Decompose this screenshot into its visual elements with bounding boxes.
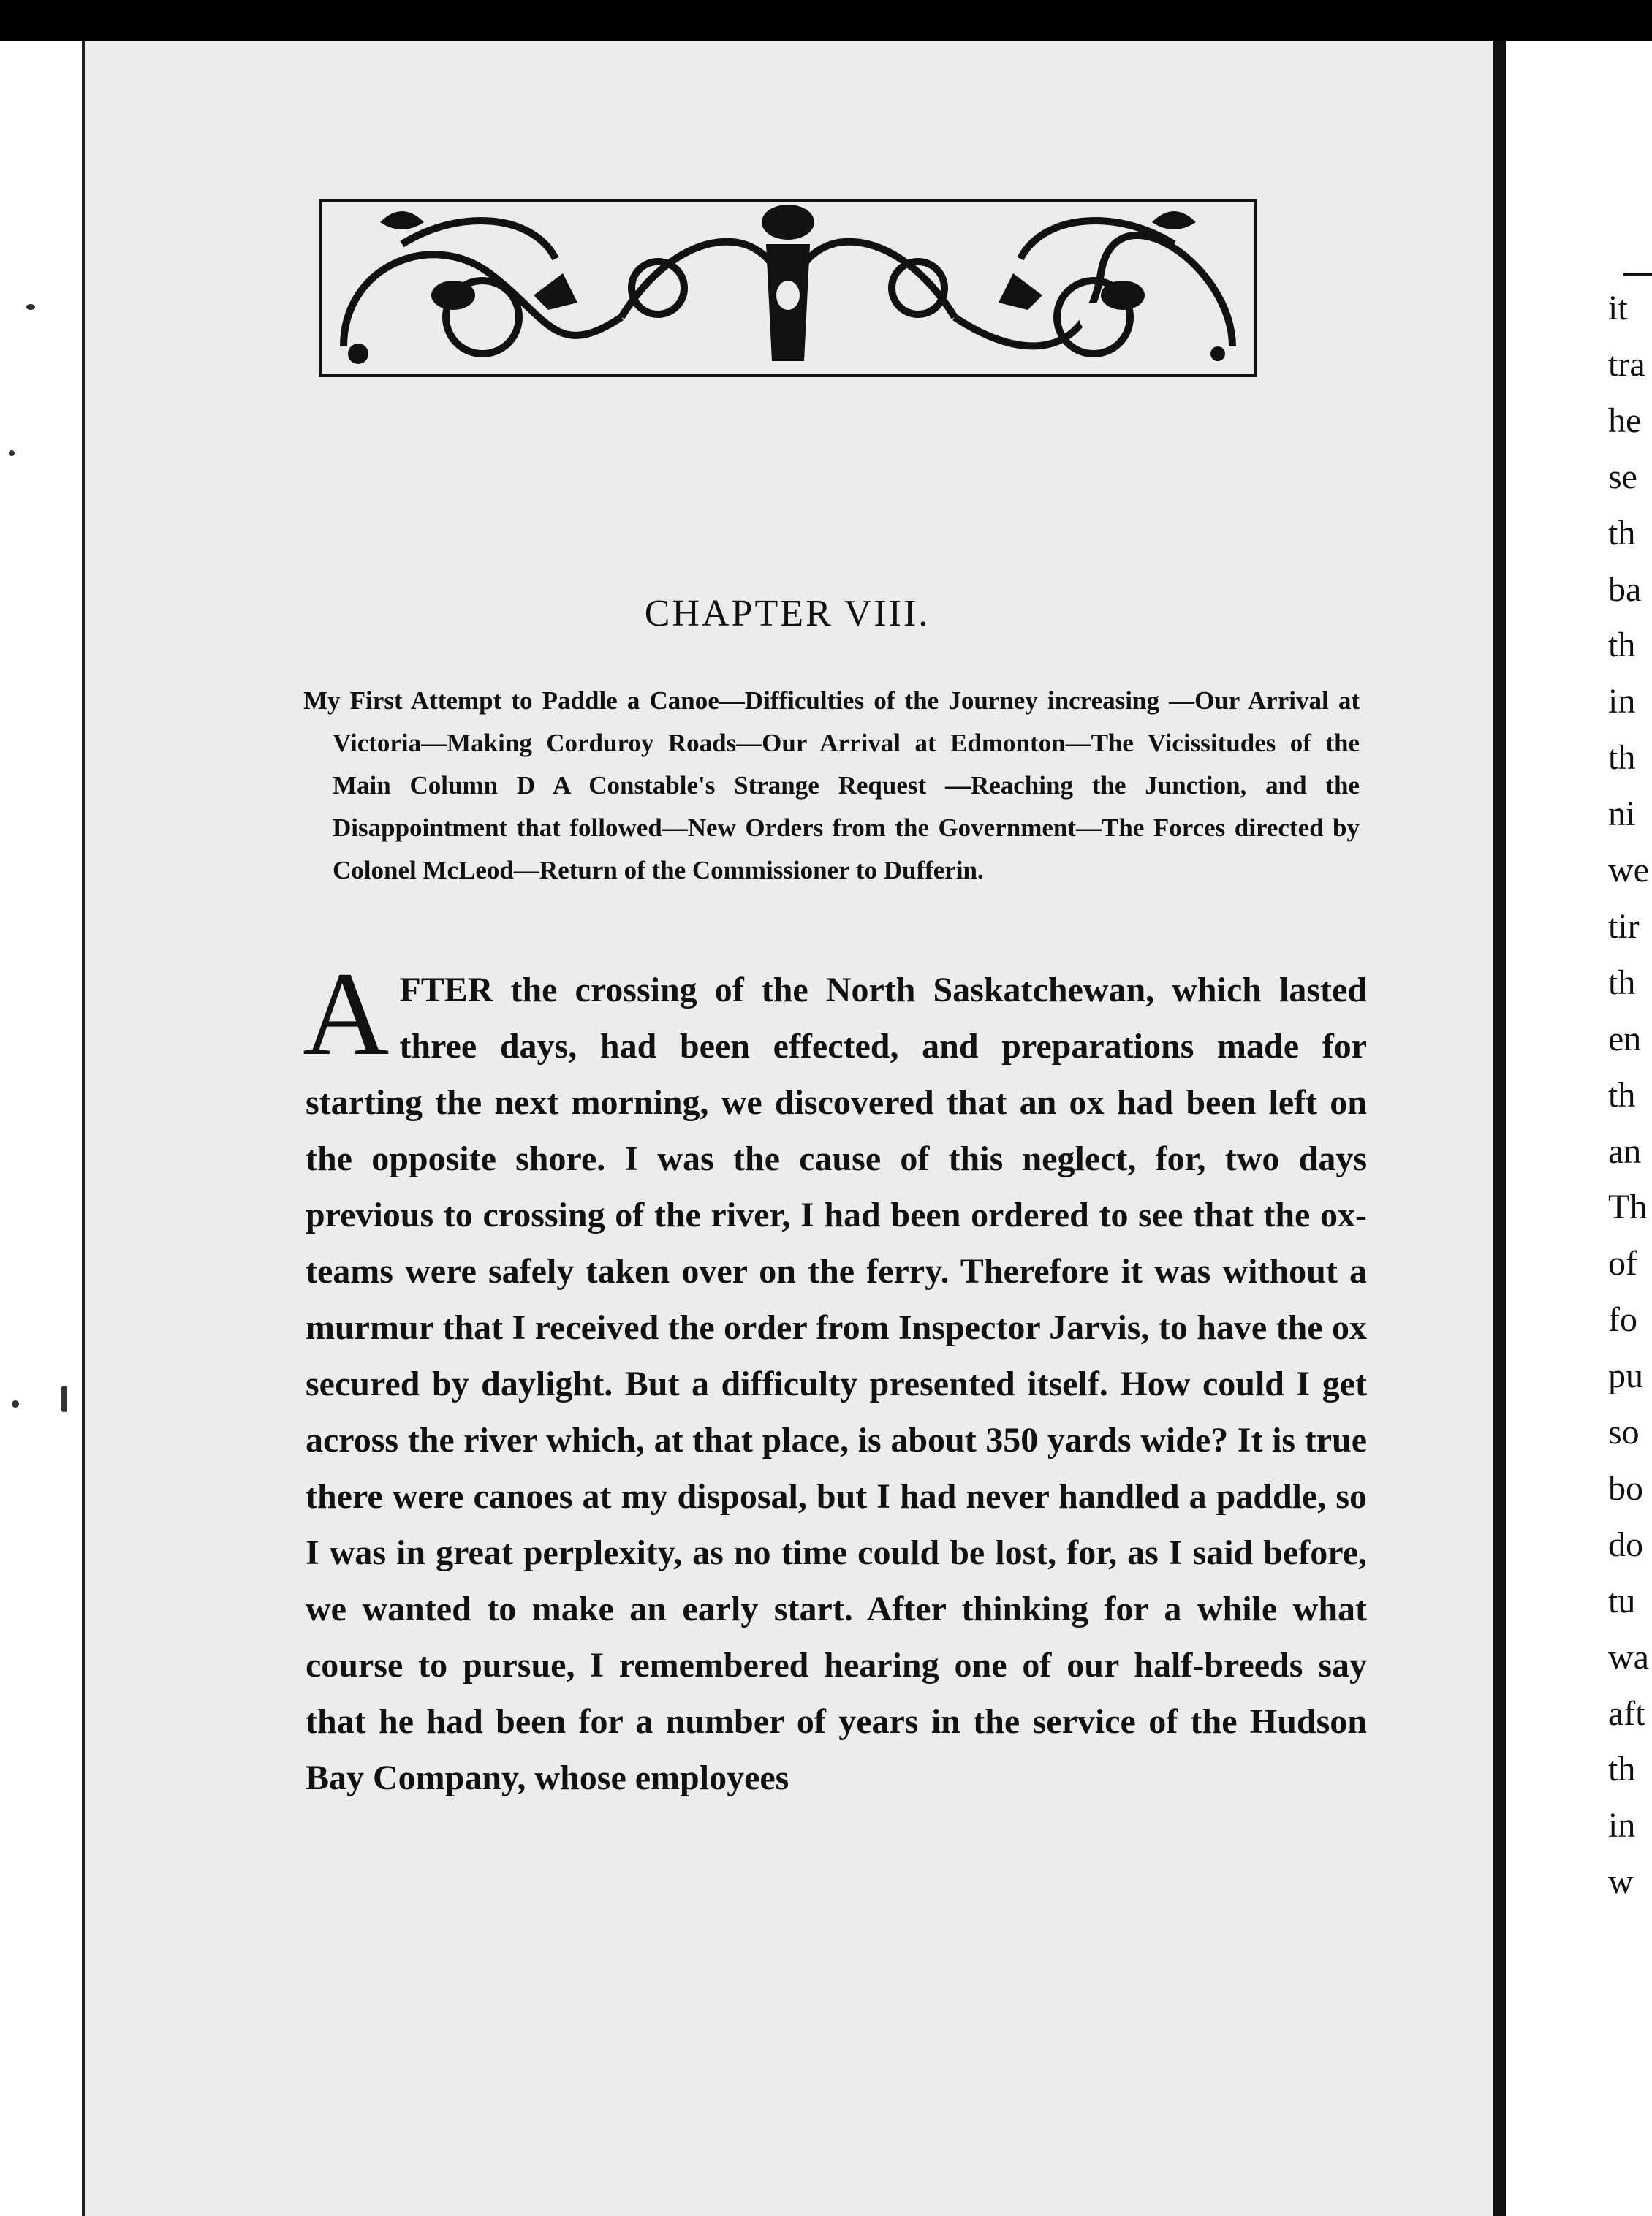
book-gutter: [1493, 41, 1506, 2216]
facing-page-line: th: [1608, 740, 1636, 776]
chapter-synopsis: My First Attempt to Paddle a Canoe—Difficulties of the Journey increasing —Our Arrival at Victoria—Making Corduroy Roads—Our Arrival at Edmonton—The Vicissitudes of the Main Column D A Constable's Strange Request —Reaching the Junction, and the Disappointment that followed—New Orders from the Government—The Forces directed by Colonel McLeod—Return of the Commissioner to Dufferin.: [303, 686, 1360, 884]
facing-page-line: se: [1608, 459, 1637, 495]
facing-page-line: pu: [1608, 1359, 1643, 1395]
facing-page-line: we: [1608, 853, 1649, 888]
facing-page-line: do: [1608, 1527, 1643, 1563]
floral-ornament-headpiece: [314, 178, 1262, 396]
scan-speck: [61, 1386, 67, 1412]
facing-page-edge: [1506, 41, 1652, 2216]
facing-page-line: in: [1608, 684, 1636, 720]
facing-page-line: th: [1608, 1077, 1636, 1113]
facing-page-line: en: [1608, 1021, 1642, 1057]
facing-page-line: in: [1608, 1808, 1636, 1844]
facing-page-line: ba: [1608, 572, 1642, 607]
facing-page-line: an: [1608, 1134, 1642, 1169]
facing-page-line: tu: [1608, 1583, 1636, 1619]
drop-cap: A: [303, 948, 390, 1080]
scan-left-margin: [0, 41, 82, 2216]
facing-page-line: bo: [1608, 1471, 1643, 1506]
scan-speck: [9, 450, 15, 456]
facing-page-line: fo: [1608, 1302, 1637, 1338]
facing-page-line: th: [1608, 1752, 1636, 1788]
body-text: FTER the crossing of the North Saskatchewan, which lasted three days, had been effected, and preparations made for starting the next morning, we discovered that an ox had been left on the opposite shore. I was the cause of this neglect, for, two days previous to crossing of the river, I had been ordered to see that the ox-teams were safely taken over on the ferry. Therefore it was without a murmur that I received the order from Inspector Jarvis, to have the ox secured by daylight. But a difficulty presented itself. How could I get across the river which, at that place, is about 350 yards wide? It is true there were canoes at my disposal, but I had never handled a paddle, so I was in great perplexity, as no time could be lost, for, as I said before, we wanted to make an early start. After thinking for a while what course to pursue, I remembered hearing one of our half-breeds say that he had been for a number of years in the service of the Hudson Bay Company, whose employees: [306, 971, 1367, 1797]
facing-page-line: so: [1608, 1415, 1640, 1450]
facing-page-line: of: [1608, 1246, 1637, 1282]
facing-page-line: ni: [1608, 797, 1636, 832]
scan-top-border: [0, 0, 1652, 41]
facing-page-line: th: [1608, 515, 1636, 551]
facing-page-rule: [1623, 273, 1652, 276]
chapter-title: CHAPTER VIII.: [644, 593, 931, 634]
facing-page-line: it: [1608, 291, 1628, 326]
facing-page-line: wa: [1608, 1639, 1649, 1675]
scan-speck: [12, 1400, 19, 1408]
facing-page-line: tra: [1608, 346, 1645, 382]
facing-page-line: Th: [1608, 1190, 1648, 1226]
facing-page-line: th: [1608, 965, 1636, 1001]
scan-speck: [26, 304, 35, 310]
facing-page-line: aft: [1608, 1696, 1645, 1731]
facing-page-line: w: [1608, 1864, 1634, 1900]
facing-page-line: tir: [1608, 908, 1640, 944]
body-paragraph: [303, 948, 1367, 1806]
facing-page-line: he: [1608, 403, 1642, 439]
facing-page-line: th: [1608, 628, 1636, 664]
